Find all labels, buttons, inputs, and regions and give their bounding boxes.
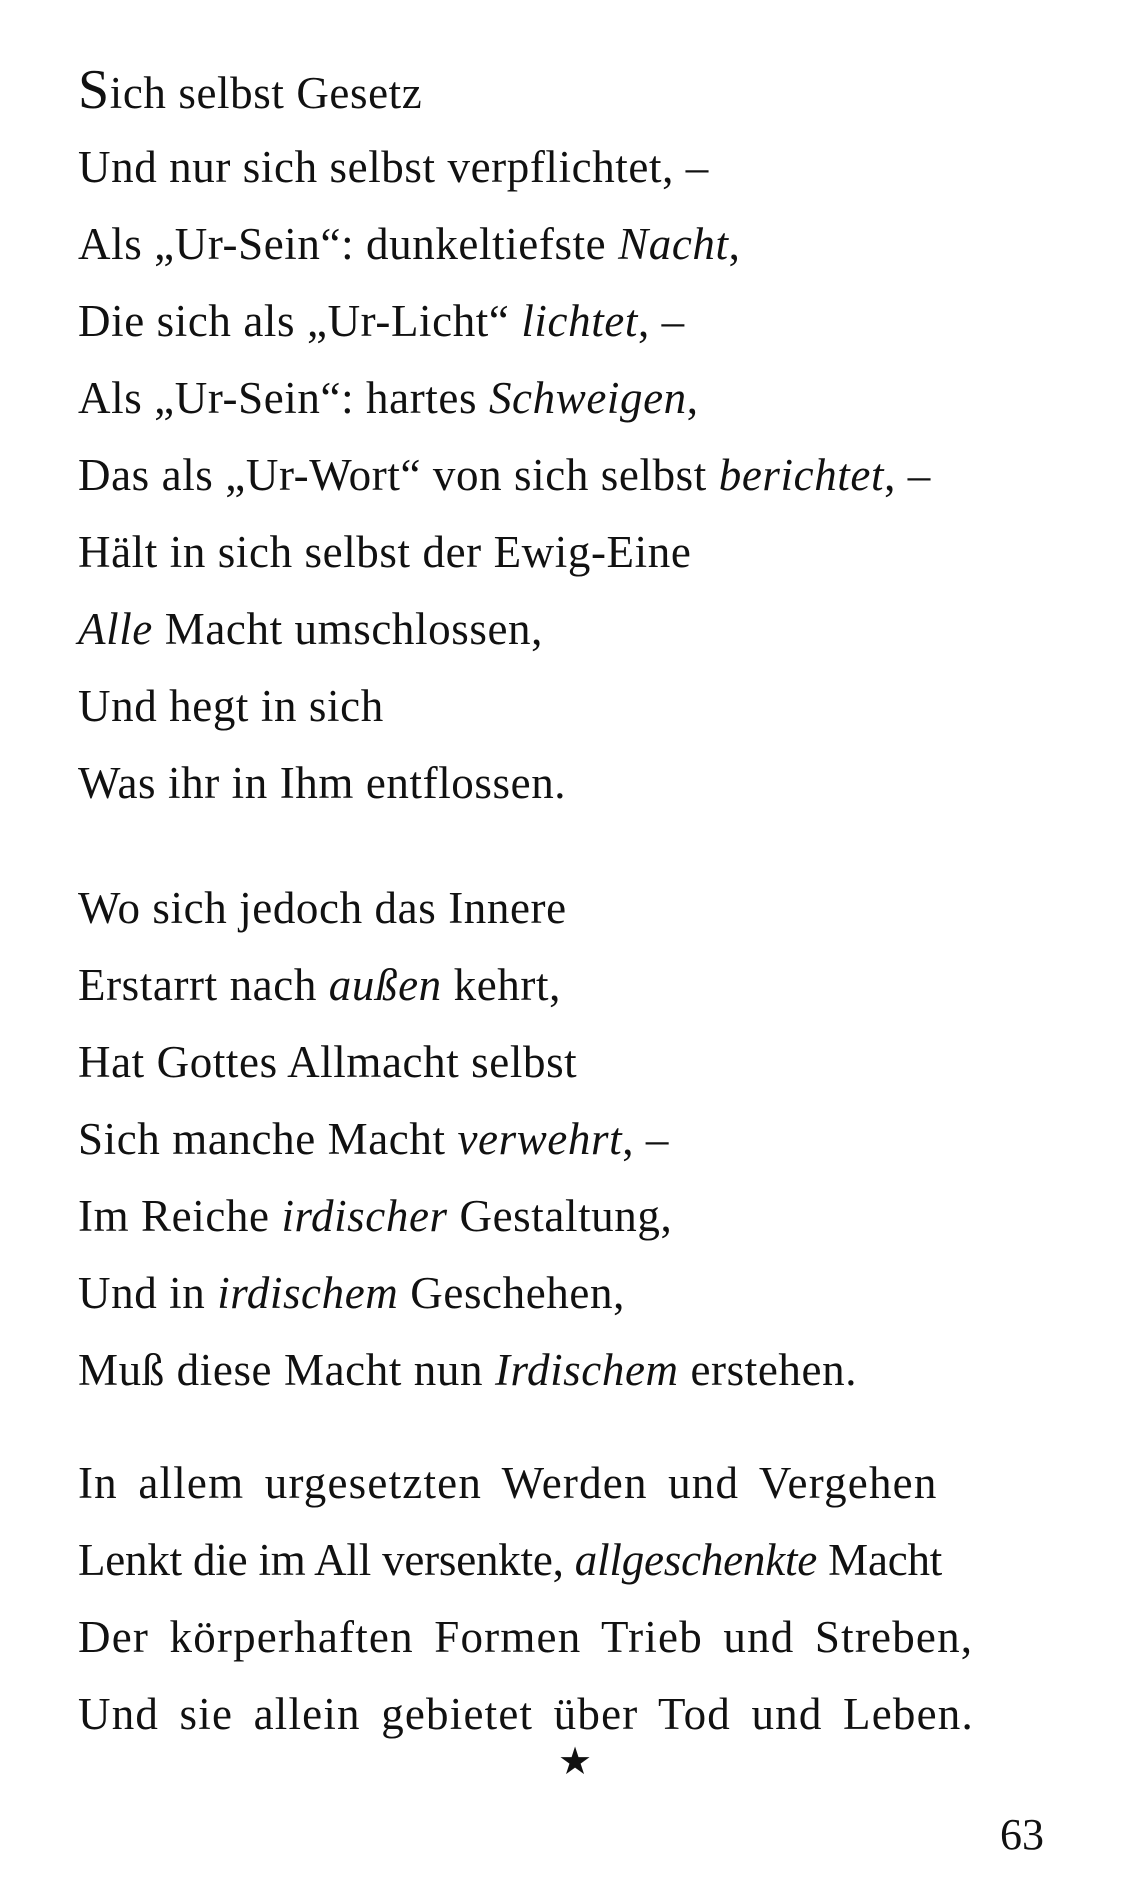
line-text: Geschehen, (398, 1268, 625, 1318)
poem-line (78, 870, 1078, 947)
line-text: Und in (78, 1268, 218, 1318)
stanza-1 (78, 52, 1078, 822)
line-text: Und hegt in sich (78, 681, 384, 731)
poem-line (78, 1024, 1078, 1101)
poem-line (78, 1522, 1078, 1599)
line-text: Das als „Ur-Wort“ von sich selbst (78, 450, 719, 500)
emphasized-text: Irdischem (494, 1345, 679, 1395)
poem-line (78, 591, 1078, 668)
line-text: , (728, 219, 741, 269)
poem-line (78, 206, 1078, 283)
stanza-3 (78, 1445, 1078, 1753)
poem-line (78, 668, 1078, 745)
line-text: erstehen. (678, 1345, 858, 1395)
line-text: Macht (817, 1535, 943, 1585)
poem-line (78, 947, 1078, 1024)
line-text: In allem urgesetzten Werden und Vergehen (78, 1458, 938, 1508)
poem-line (78, 1599, 1078, 1676)
poem-line (78, 437, 1078, 514)
line-text: Die sich als „Ur-Licht“ (78, 296, 522, 346)
line-text: Wo sich jedoch das Innere (78, 883, 567, 933)
poem-line (78, 1255, 1078, 1332)
line-text: Muß diese Macht nun (78, 1345, 495, 1395)
line-text: Der körperhaften Formen Trieb und Streben, (78, 1612, 974, 1662)
initial-letter: S (78, 59, 110, 121)
emphasized-text: irdischem (217, 1268, 399, 1318)
star-ornament: ★ (558, 1741, 593, 1783)
line-text: Erstarrt nach (78, 960, 329, 1010)
line-text: Als „Ur-Sein“: hartes (78, 373, 489, 423)
line-text: ich selbst Gesetz (109, 68, 423, 118)
emphasized-text: berichtet (718, 450, 885, 500)
emphasized-text: Alle (78, 604, 153, 654)
line-text: , – (637, 296, 685, 346)
poem-line (78, 745, 1078, 822)
stanza-2 (78, 870, 1078, 1409)
line-text: Lenkt die im All versenkte, (78, 1535, 575, 1585)
poem-line (78, 129, 1078, 206)
page-number: 63 (1000, 1810, 1044, 1859)
line-text: Was ihr in Ihm entflossen. (78, 758, 567, 808)
emphasized-text: Nacht (618, 219, 729, 269)
emphasized-text: verwehrt (457, 1114, 623, 1164)
poem-line (78, 514, 1078, 591)
line-text: Und sie allein gebietet über Tod und Leben. (78, 1689, 974, 1739)
poem-line (78, 360, 1078, 437)
emphasized-text: lichtet (521, 296, 638, 346)
line-text: Im Reiche (78, 1191, 282, 1241)
line-text: Und nur sich selbst verpflichtet, – (78, 142, 709, 192)
line-text: Macht umschlossen, (152, 604, 543, 654)
poem-line (78, 283, 1078, 360)
line-text: kehrt, (441, 960, 561, 1010)
line-text: Gestaltung, (447, 1191, 673, 1241)
line-text: Hat Gottes Allmacht selbst (78, 1037, 578, 1087)
poem-line (78, 1445, 1078, 1522)
line-text: Sich manche Macht (78, 1114, 458, 1164)
emphasized-text: außen (328, 960, 442, 1010)
emphasized-text: Schweigen (488, 373, 687, 423)
poem-line (78, 1332, 1078, 1409)
line-text: Als „Ur-Sein“: dunkeltiefste (78, 219, 619, 269)
line-text: Hält in sich selbst der Ewig-Eine (78, 527, 692, 577)
line-text: , (686, 373, 699, 423)
poem-line (78, 1101, 1078, 1178)
poem-line (78, 52, 1078, 129)
emphasized-text: allgeschenkte (574, 1535, 818, 1585)
line-text: , – (884, 450, 931, 500)
line-text: , – (622, 1114, 670, 1164)
emphasized-text: irdischer (281, 1191, 448, 1241)
poem-line (78, 1178, 1078, 1255)
